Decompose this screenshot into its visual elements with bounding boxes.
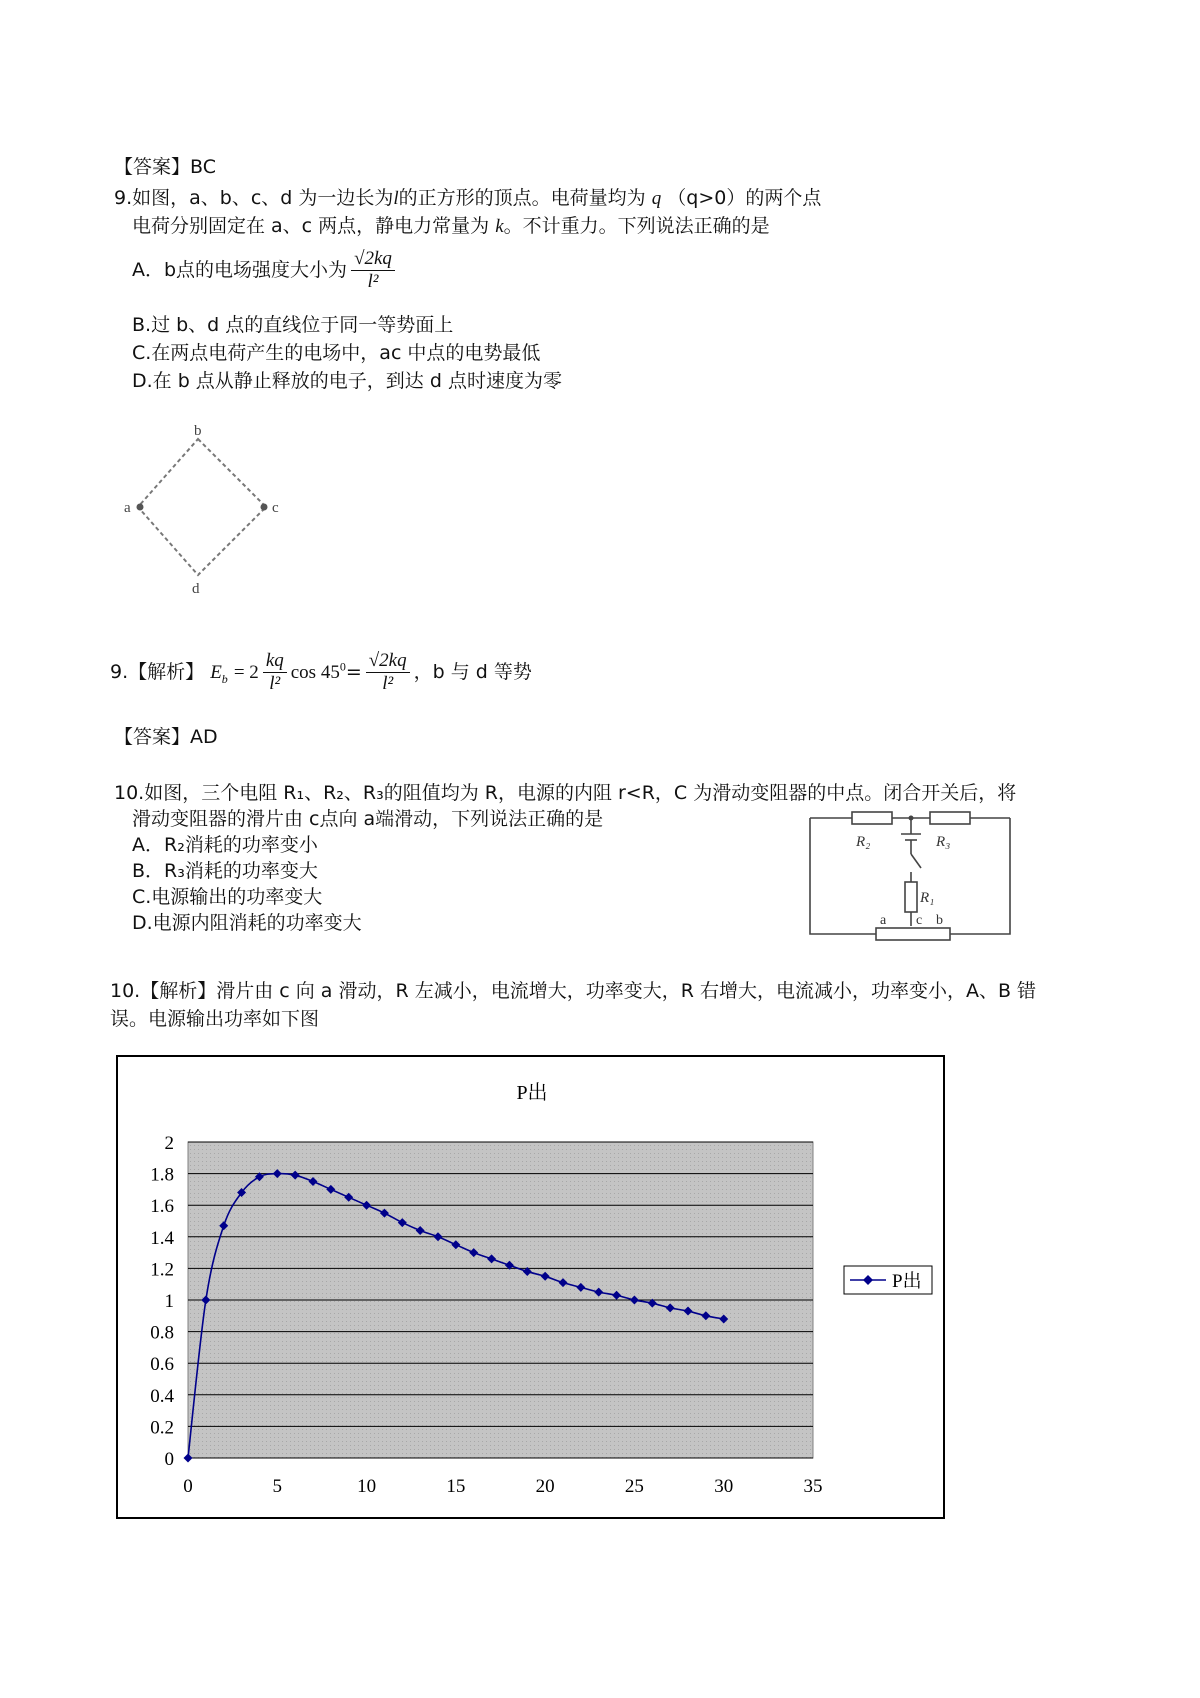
q10-analysis-line2: 误。电源输出功率如下图	[110, 1008, 320, 1030]
resistor-r3	[930, 812, 970, 824]
fraction-numerator: √2kq	[366, 650, 410, 673]
legend-label: P出	[892, 1271, 922, 1292]
q9-option-a	[132, 248, 399, 293]
var-k: k	[495, 216, 504, 237]
fraction-numerator: kq	[263, 650, 287, 673]
resistor-r1	[905, 882, 917, 912]
q10-option-a: A．R₂消耗的功率变小	[132, 834, 318, 856]
previous-answer: 【答案】BC	[114, 156, 216, 178]
q9-analysis	[110, 650, 532, 695]
charge-a	[137, 504, 144, 511]
fraction-denominator: l²	[367, 271, 379, 292]
y-tick-label: 1.4	[150, 1227, 174, 1249]
analysis-suffix: ，b 与 d 等势	[413, 661, 532, 683]
equals-two: = 2	[233, 662, 259, 683]
field-symbol: E	[210, 662, 222, 683]
y-axis-ticks	[150, 1133, 174, 1470]
x-axis-ticks	[183, 1476, 822, 1497]
q10-analysis-line1: 10.【解析】滑片由 c 向 a 滑动，R 左减小，电流增大，功率变大，R 右增大，电流减小，功率变小，A、B 错	[110, 980, 1037, 1002]
field-subscript: b	[221, 671, 228, 686]
q9-stem-text: 的正方形的顶点。电荷量均为	[398, 187, 646, 209]
x-tick-label: 0	[183, 1476, 193, 1497]
switch	[911, 854, 921, 868]
y-tick-label: 0.2	[150, 1417, 174, 1439]
label-a: a	[124, 500, 131, 516]
label-b: b	[936, 913, 943, 928]
q9-option-c: C.在两点电荷产生的电场中，ac 中点的电势最低	[132, 342, 541, 364]
x-tick-label: 30	[714, 1476, 734, 1497]
circuit-diagram	[806, 806, 1016, 944]
q10-option-b: B．R₃消耗的功率变大	[132, 860, 318, 882]
var-l: l	[393, 188, 399, 209]
fraction-denominator: l²	[269, 673, 281, 694]
chart-svg	[118, 1057, 943, 1517]
q9-stem-text: 电荷分别固定在 a、c 两点，静电力常量为	[132, 215, 490, 237]
y-tick-label: 1.2	[150, 1259, 174, 1281]
degree-sup: 0	[339, 659, 346, 674]
y-tick-label: 0	[164, 1449, 174, 1470]
q9-option-d: D.在 b 点从静止释放的电子，到达 d 点时速度为零	[132, 370, 562, 392]
y-tick-label: 1	[164, 1291, 174, 1312]
label-r2: R₂	[856, 834, 871, 850]
q10-stem-line2: 滑动变阻器的滑片由 c点向 a端滑动，下列说法正确的是	[132, 808, 604, 830]
q10-stem-line1: 10.如图，三个电阻 R₁、R₂、R₃的阻值均为 R，电源的内阻 r<R，C 为滑动变阻器的中点。闭合开关后，将	[114, 782, 1017, 804]
rheostat	[876, 928, 950, 940]
square-figure	[118, 415, 298, 595]
fraction-denominator: l²	[382, 673, 394, 694]
fraction-numerator: √2kq	[351, 248, 395, 271]
analysis-label: 9.【解析】	[110, 661, 205, 683]
y-tick-label: 1.8	[150, 1164, 174, 1186]
option-a-text: A．b点的电场强度大小为	[132, 259, 348, 281]
label-r3: R₃	[936, 834, 951, 850]
q9-stem-text: 9.如图，a、b、c、d 为一边长为	[114, 187, 394, 209]
q9-answer: 【答案】AD	[114, 726, 218, 748]
x-tick-label: 10	[357, 1476, 377, 1497]
y-tick-label: 0.4	[150, 1385, 174, 1407]
x-tick-label: 35	[803, 1476, 823, 1497]
label-c: c	[272, 500, 279, 516]
analysis-fraction	[263, 650, 287, 695]
dashed-square	[138, 439, 266, 575]
equals: =	[345, 661, 362, 683]
cos-term: cos 45	[290, 662, 340, 683]
resistor-r2	[852, 812, 892, 824]
chart-title: P出	[516, 1082, 548, 1104]
x-tick-label: 5	[272, 1476, 283, 1497]
label-c: c	[916, 913, 923, 928]
q9-stem-line2	[132, 211, 770, 238]
q9-stem-text: 。不计重力。下列说法正确的是	[503, 215, 770, 237]
q10-option-c: C.电源输出的功率变大	[132, 886, 323, 908]
q9-stem-line1	[114, 183, 821, 210]
y-tick-label: 1.6	[150, 1196, 174, 1218]
y-tick-label: 2	[164, 1133, 174, 1154]
analysis-fraction-2	[366, 650, 410, 695]
power-output-chart	[116, 1055, 945, 1519]
q9-stem-text: （q>0）的两个点	[667, 187, 822, 209]
label-a: a	[880, 913, 887, 928]
x-tick-label: 25	[624, 1476, 644, 1497]
q9-option-b: B.过 b、d 点的直线位于同一等势面上	[132, 314, 454, 336]
x-tick-label: 15	[446, 1476, 466, 1497]
label-b: b	[194, 423, 202, 439]
option-a-fraction	[351, 248, 395, 293]
label-d: d	[192, 581, 200, 595]
q10-option-d: D.电源内阻消耗的功率变大	[132, 912, 362, 934]
y-tick-label: 0.6	[150, 1354, 174, 1376]
legend	[844, 1266, 932, 1294]
y-tick-label: 0.8	[150, 1322, 174, 1344]
var-q: q	[651, 188, 662, 209]
label-r1: R₁	[920, 890, 935, 906]
charge-c	[261, 504, 268, 511]
x-tick-label: 20	[535, 1476, 555, 1497]
